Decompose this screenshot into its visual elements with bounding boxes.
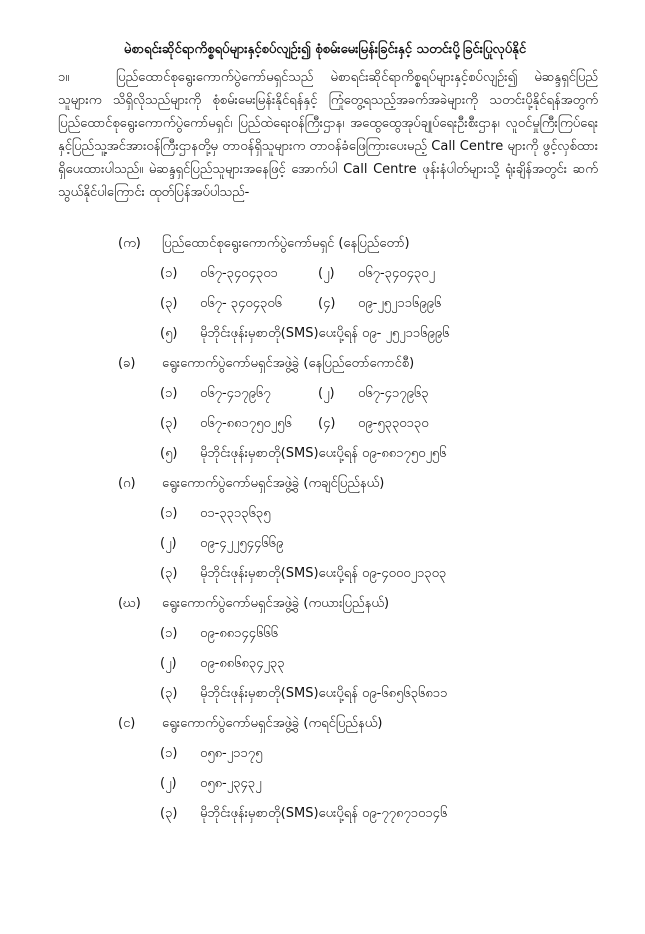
phone-number: ၀၅၈-၂၁၁၇၅ [200, 746, 263, 761]
section-heading [118, 712, 382, 736]
entry-number: (၁) [160, 626, 178, 641]
document-title: မဲစာရင်းဆိုင်ရာကိစ္စရပ်များနှင့်စပ်လျဉ်း၍ စုံစမ်းမေးမြန်းခြင်းနှင့် သတင်းပို့ခြင်းပြုလုပ်နိုင် [123, 42, 527, 57]
entry-number: (၃) [160, 566, 178, 581]
phone-entry [160, 772, 261, 796]
phone-number: ၀၉-၅၃၃၀၁၃၀ [358, 416, 429, 431]
entry-number: (၁) [160, 386, 178, 401]
entry-number: (၅) [160, 446, 178, 461]
phone-number: ၀၉-၈၈၁၄၄၆၆၆ [200, 626, 279, 641]
section-heading [118, 232, 410, 256]
entry-number: (၁) [160, 266, 178, 281]
phone-number: မိုဘိုင်းဖုန်းမှစာတို(SMS)ပေးပို့ရန် ၀၉-၇၇၈၇၁၀၁၄၆ [200, 806, 448, 821]
entry-number: (၂) [160, 536, 177, 551]
phone-number: ၀၆၇- ၃၄၀၄၃၀၆ [200, 296, 282, 311]
section-heading [118, 592, 389, 616]
entry-number: (၅) [160, 326, 178, 341]
phone-entry [318, 412, 429, 436]
phone-entry [160, 652, 285, 676]
section-label: (ဂ) [118, 476, 136, 491]
phone-number: ၀၆၇-၃၄၀၄၃၀၁ [200, 266, 278, 281]
entry-number: (၄) [318, 416, 336, 431]
phone-entry [160, 562, 446, 586]
phone-entry [160, 532, 283, 556]
entry-number: (၄) [318, 296, 336, 311]
phone-entry [160, 622, 278, 646]
entry-number: (၃) [160, 296, 178, 311]
phone-entry [160, 322, 449, 346]
phone-entry [160, 802, 447, 826]
section-title: ရွေးကောက်ပွဲကော်မရှင်အဖွဲ့ခွဲ (ကယားပြည်နယ်) [162, 596, 390, 611]
section-heading [118, 352, 414, 376]
entry-number: (၂) [318, 266, 335, 281]
phone-entry [160, 412, 292, 436]
section-label: (ဃ) [118, 596, 141, 611]
phone-number: ၀၉-၄၂၂၅၄၄၆၆၉ [200, 536, 284, 551]
phone-number: ၀၆၇-၄၁၇၉၆၃ [358, 386, 429, 401]
phone-entry [318, 292, 441, 316]
phone-number: မိုဘိုင်းဖုန်းမှစာတို(SMS)ပေးပို့ရန် ၀၉-၈၈၁၇၅၀၂၅၆ [200, 446, 447, 461]
section-title: ရွေးကောက်ပွဲကော်မရှင်အဖွဲ့ခွဲ (ကရင်ပြည်နယ်) [162, 716, 383, 731]
intro-number: ၁။ [58, 70, 70, 85]
section-title: ရွေးကောက်ပွဲကော်မရှင်အဖွဲ့ခွဲ (ကချင်ပြည်နယ်) [162, 476, 385, 491]
entry-number: (၂) [160, 776, 177, 791]
section-title: ပြည်ထောင်စုရွေးကောက်ပွဲကော်မရှင် (နေပြည်တော်) [162, 236, 410, 251]
section-label: (က) [118, 236, 141, 251]
phone-number: ၀၁-၃၃၁၃၆၃၅ [200, 506, 271, 521]
section-title: ရွေးကောက်ပွဲကော်မရှင်အဖွဲ့ခွဲ (နေပြည်တော်ကောင်စီ) [162, 356, 415, 371]
entry-number: (၃) [160, 686, 178, 701]
entry-number: (၁) [160, 506, 178, 521]
intro-text: ပြည်ထောင်စုရွေးကောက်ပွဲကော်မရှင်သည် မဲစာရင်းဆိုင်ရာကိစ္စရပ်များနှင့်စပ်လျဉ်း၍ မဲဆန္ဒရှင်ပြည်သူများက သိရှိလိုသည်များကို စုံစမ်းမေးမြန်းနိုင်ရန်နှင့် ကြုံတွေ့ရသည့်အခက်အခဲများကို သတင်းပို့နိုင်ရန်အတွက် ပြည်ထောင်စုရွေးကောက်ပွဲကော်မရှင်၊ ပြည်ထဲရေးဝန်ကြီးဌာန၊ အထွေထွေအုပ်ချုပ်ရေးဦးစီးဌာန၊ လူဝင်မှုကြီးကြပ်ရေးနှင့်ပြည်သူ့အင်အားဝန်ကြီးဌာနတို့မှ တာဝန်ရှိသူများက တာဝန်ခံဖြေကြားပေးမည့် Call Centre များကို ဖွင့်လှစ်ထားရှိပေးထားပါသည်။ မဲဆန္ဒရှင်ပြည်သူများအနေဖြင့် အောက်ပါ Call Centre ဖုန်းနံပါတ်များသို့ ရုံးချိန်အတွင်း ဆက်သွယ်နိုင်ပါကြောင်း ထုတ်ပြန်အပ်ပါသည်- [58, 70, 598, 200]
phone-entry [318, 262, 435, 286]
section-label: (င) [118, 716, 136, 731]
section-heading [118, 472, 384, 496]
phone-entry [318, 382, 429, 406]
phone-entry [160, 292, 282, 316]
phone-entry [160, 502, 271, 526]
intro-paragraph [58, 66, 598, 204]
entry-number: (၃) [160, 416, 178, 431]
phone-number: မိုဘိုင်းဖုန်းမှစာတို(SMS)ပေးပို့ရန် ၀၉-၆၈၅၆၃၆၈၁၁ [200, 686, 448, 701]
phone-number: ၀၅၈-၂၃၄၃၂ [200, 776, 262, 791]
section-label: (ခ) [118, 356, 136, 371]
phone-number: မိုဘိုင်းဖုန်းမှစာတို(SMS)ပေးပို့ရန် ၀၉-၄၀၀၀၂၁၃၀၃ [200, 566, 447, 581]
phone-number: မိုဘိုင်းဖုန်းမှစာတို(SMS)ပေးပို့ရန် ၀၉- ၂၅၂၁၁၆၉၉၆ [200, 326, 450, 341]
phone-number: ၀၆၇-၃၄၀၄၃၀၂ [358, 266, 435, 281]
phone-number: ၀၉-၈၈၆၈၃၄၂၃၃ [200, 656, 285, 671]
phone-number: ၀၉-၂၅၂၁၁၆၉၉၆ [358, 296, 442, 311]
entry-number: (၃) [160, 806, 178, 821]
entry-number: (၁) [160, 746, 178, 761]
entry-number: (၂) [318, 386, 335, 401]
phone-entry [160, 262, 278, 286]
phone-entry [160, 442, 446, 466]
phone-entry [160, 682, 447, 706]
entry-number: (၂) [160, 656, 177, 671]
phone-number: ၀၆၇-၄၁၇၉၆၇ [200, 386, 271, 401]
phone-entry [160, 742, 262, 766]
phone-entry [160, 382, 271, 406]
phone-number: ၀၆၇-၈၈၁၇၅၀၂၅၆ [200, 416, 292, 431]
